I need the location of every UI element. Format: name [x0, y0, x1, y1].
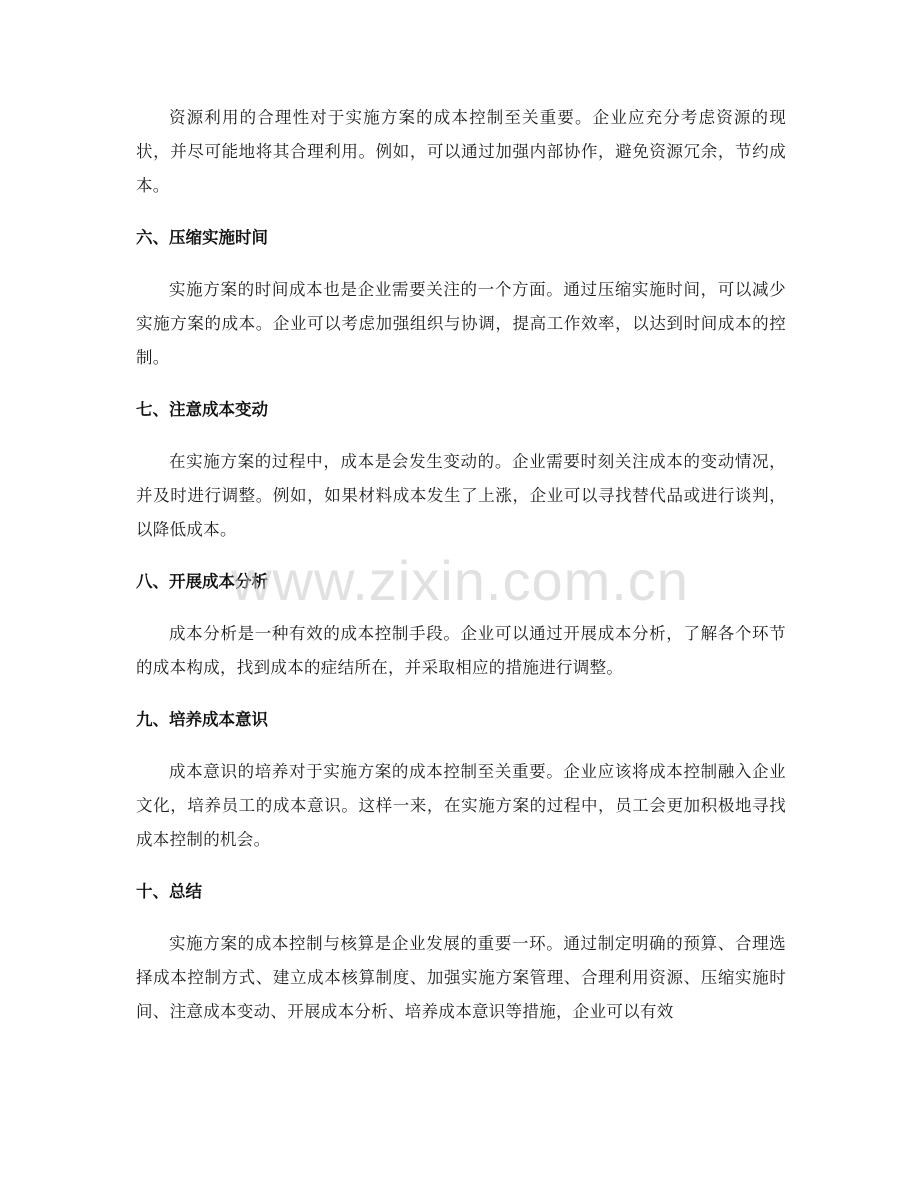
section-heading: 六、压缩实施时间 — [136, 228, 268, 247]
section-8 — [136, 565, 786, 703]
section-9 — [136, 703, 786, 875]
section-heading: 十、总结 — [136, 882, 202, 901]
section-heading: 九、培养成本意识 — [136, 710, 268, 729]
section-7 — [136, 393, 786, 565]
section-paragraph: 实施方案的时间成本也是企业需要关注的一个方面。通过压缩实施时间，可以减少实施方案的成本。企业可以考虑加强组织与协调，提高工作效率，以达到时间成本的控制。 — [136, 280, 786, 367]
section-paragraph: 在实施方案的过程中，成本是会发生变动的。企业需要时刻关注成本的变动情况，并及时进行调整。例如，如果材料成本发生了上涨，企业可以寻找替代品或进行谈判，以降低成本。 — [136, 452, 786, 539]
document-body — [136, 101, 786, 1029]
section-6 — [136, 221, 786, 393]
intro-paragraph: 资源利用的合理性对于实施方案的成本控制至关重要。企业应充分考虑资源的现状，并尽可能地将其合理利用。例如，可以通过加强内部协作，避免资源冗余，节约成本。 — [136, 108, 786, 195]
section-heading: 八、开展成本分析 — [136, 572, 268, 591]
watermark-text: www.zixin.com.cn — [231, 549, 689, 612]
section-paragraph: 成本分析是一种有效的成本控制手段。企业可以通过开展成本分析，了解各个环节的成本构成，找到成本的症结所在，并采取相应的措施进行调整。 — [136, 624, 786, 677]
section-10 — [136, 875, 786, 1029]
section-heading: 七、注意成本变动 — [136, 400, 268, 419]
section-paragraph: 成本意识的培养对于实施方案的成本控制至关重要。企业应该将成本控制融入企业文化，培养员工的成本意识。这样一来，在实施方案的过程中，员工会更加积极地寻找成本控制的机会。 — [136, 762, 786, 849]
section-paragraph: 实施方案的成本控制与核算是企业发展的重要一环。通过制定明确的预算、合理选择成本控制方式、建立成本核算制度、加强实施方案管理、合理利用资源、压缩实施时间、注意成本变动、开展成本分析、培养成本意识等措施，企业可以有效 — [136, 934, 786, 1021]
